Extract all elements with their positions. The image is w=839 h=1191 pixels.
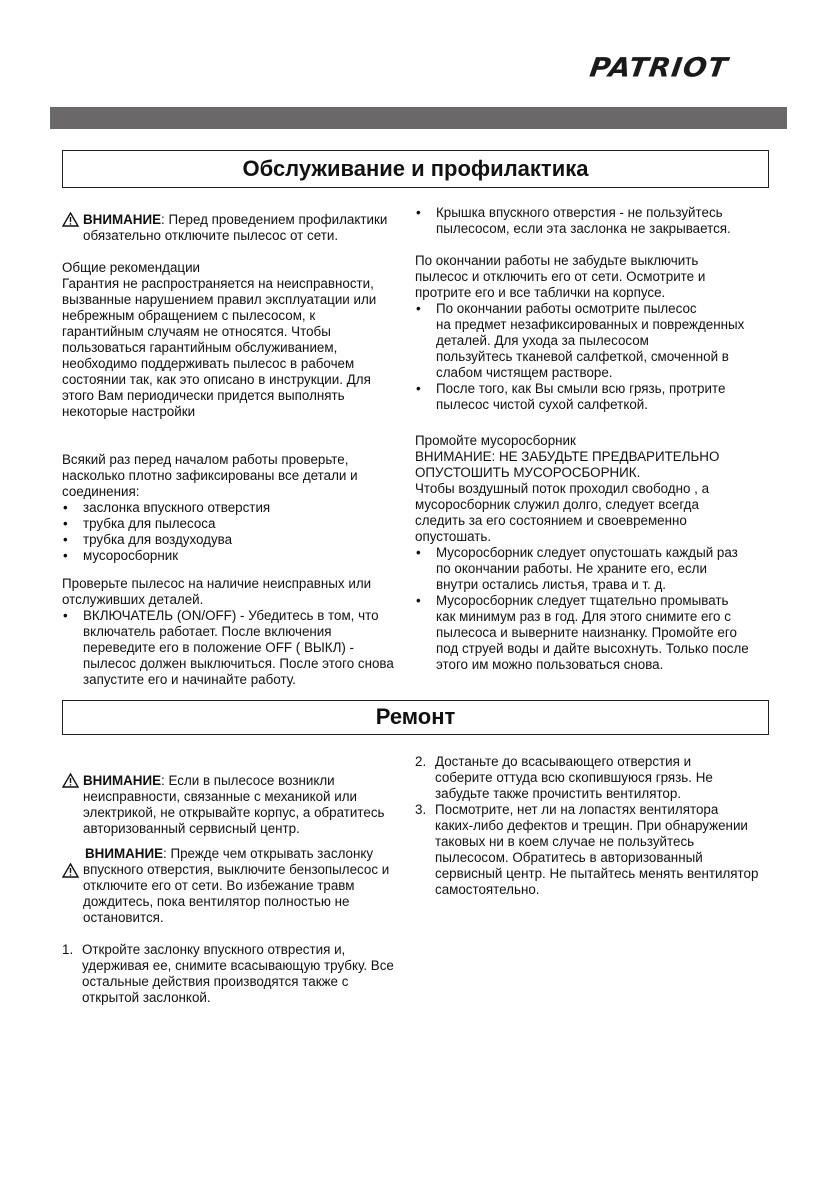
list-item: • После того, как Вы смыли всю грязь, протрите пылесос чистой сухой салфеткой. [416,381,726,412]
warning-triangle-icon [62,773,79,792]
bin-text: Чтобы воздушный поток проходил свободно , а мусоросборник служил долго, следует всегда следить за его состоянием и своевременно опустошать. [415,481,710,544]
list-item: • Крышка впускного отверстия - не пользуйтесь пылесосом, если эта заслонка не закрывается. [416,205,731,236]
warning-triangle-icon [62,863,79,882]
general-text: Гарантия не распространяется на неисправности, вызванные нарушением правил эксплуатации или небрежным обращением с пылесосом, к гарантийным случаям не относятся. Чтобы пользоваться гарантийным обслуживанием, необходимо поддерживать пылесос в рабочем состоянии так, как это описано в инструкции. Для этого Вам периодически придется выполнять некоторые настройки [62,276,377,419]
list-item: • заслонка впускного отверстия [63,500,271,515]
general-recommendations [62,260,410,420]
cover-block [415,205,787,237]
repair-warning-2: ВНИМАНИЕ: Прежде чем открывать заслонку впускного отверстия, выключите бензопылесос и отключите его от сети. Во избежание травм дождитесь, пока вентилятор полностью не остановится. [62,846,410,926]
list-item: 2. Достаньте до всасывающего отверстия и соберите оттуда всю скопившуюся грязь. Не забудьте также прочистить вентилятор. [415,754,713,801]
list-item: • Мусоросборник следует тщательно промывать как минимум раз в год. Для этого снимите его с пылесоса и выверните наизнанку. Промойте его под струей воды и дайте высохнуть. Только после этого им можно пользоваться снова. [416,593,749,672]
maintenance-right-column [415,205,787,673]
list-item: • Мусоросборник следует опустошать каждый раз по окончании работы. Не храните его, если внутри остались листья, трава и т. д. [416,545,738,592]
bin-heading: Промойте мусоросборник [415,433,576,448]
list-item: • мусоросборник [63,548,179,563]
maintenance-left-column [62,212,410,688]
bin-warning: ВНИМАНИЕ: НЕ ЗАБУДЬТЕ ПРЕДВАРИТЕЛЬНО ОПУСТОШИТЬ МУСОРОСБОРНИК. [415,449,720,480]
repair-step-1 [62,942,410,1006]
warning-triangle-icon [62,212,79,231]
header-bar [50,107,787,129]
list-item: 1. Откройте заслонку впускного отврестия и, удерживая ее, снимите всасывающую трубку. Все остальные действия производятся также с открытой заслонкой. [62,942,394,1005]
repair-left-column [62,773,410,1006]
patriot-logo: PATRIOT [587,51,731,84]
section-title-repair: Ремонт [62,700,769,735]
repair-steps-2-3 [415,754,787,898]
repair-right-column [415,754,787,898]
check-text: Всякий раз перед началом работы проверьте, насколько плотно зафиксированы все детали и соединения: [62,452,358,499]
inspect-text: Проверьте пылесос на наличие неисправных или отслуживших деталей. [62,576,372,607]
after-text: По окончании работы не забудьте выключить пылесос и отключить его от сети. Осмотрите и протрите его и все таблички на корпусе. [415,253,706,300]
warning-label: ВНИМАНИЕ [83,212,162,227]
inspect-block [62,576,410,688]
list-item: • трубка для пылесоса [63,516,216,531]
list-item: • ВКЛЮЧАТЕЛЬ (ON/OFF) - Убедитесь в том, что включатель работает. После включения переведите его в положение OFF ( ВЫКЛ) - пылесос должен выключиться. После этого снова запустите его и начинайте работу. [63,608,394,687]
repair-warning-1: ВНИМАНИЕ: Если в пылесосе возникли неисправности, связанные с механикой или электрикой, не открывайте корпус, а обратитесь авторизованный сервисный центр. [62,773,410,837]
warning-block [62,212,410,244]
warning-text: : Перед проведением профилактики обязательно отключите пылесос от сети. [83,212,388,243]
list-item: 3. Посмотрите, нет ли на лопастях вентилятора каких-либо дефектов и трещин. При обнаружении таковых ни в коем случае не пользуйтесь пылесосом. Обратитесь в авторизованный сервисный центр. Не пытайтесь менять вентилятор самостоятельно. [415,802,759,897]
list-item: • По окончании работы осмотрите пылесос на предмет незафиксированных и поврежденных деталей. Для ухода за пылесосом пользуйтесь тканевой салфеткой, смоченной в слабом чистящем растворе. [416,301,745,380]
general-heading: Общие рекомендации [62,260,201,275]
section-title-maintenance: Обслуживание и профилактика [62,150,769,188]
after-work-block [415,253,787,413]
check-block [62,452,410,564]
list-item: • трубка для воздуходува [63,532,233,547]
bin-block [415,433,787,673]
